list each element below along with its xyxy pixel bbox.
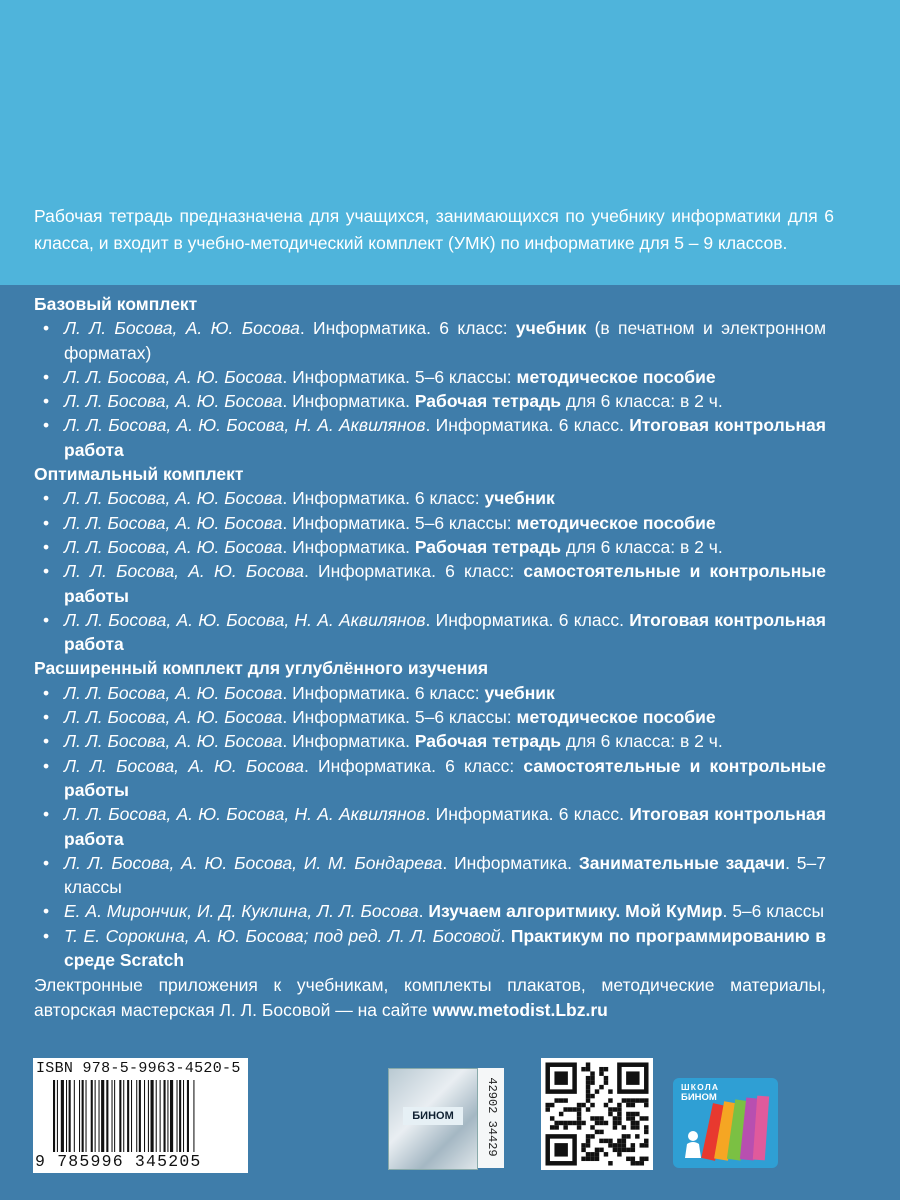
item-authors: Л. Л. Босова, А. Ю. Босова xyxy=(64,536,283,557)
list-item xyxy=(34,535,826,559)
barcode-digits: 9 785996 345205 xyxy=(35,1152,202,1171)
section-title: Оптимальный комплект xyxy=(34,464,244,485)
item-title: Изучаем алгоритмику. Мой КуМир xyxy=(428,901,723,922)
list-item xyxy=(34,413,826,462)
item-authors: Л. Л. Босова, А. Ю. Босова, Н. А. Аквилянов xyxy=(64,804,426,825)
item-authors: Л. Л. Босова, А. Ю. Босова xyxy=(64,755,304,776)
item-text: . xyxy=(500,925,511,946)
publisher-logo xyxy=(673,1078,778,1168)
serial-sticker xyxy=(478,1068,504,1168)
item-title: самостоятельные и контрольные работы xyxy=(64,755,826,800)
item-authors: Л. Л. Босова, А. Ю. Босова xyxy=(64,707,283,728)
item-title: методическое пособие xyxy=(516,707,716,728)
item-authors: Е. А. Мирончик, И. Д. Куклина, Л. Л. Босова xyxy=(64,901,419,922)
barcode-icon xyxy=(51,1080,239,1152)
list-item xyxy=(34,608,826,657)
list-item xyxy=(34,729,826,753)
item-after: (в печатном и электронном форматах) xyxy=(64,318,826,363)
item-title: Итоговая контрольная работа xyxy=(64,415,826,460)
item-text: . Информатика. 6 класс: xyxy=(299,318,516,339)
item-after: для 6 класса: в 2 ч. xyxy=(561,731,723,752)
item-text: . Информатика. xyxy=(442,852,579,873)
section-title: Расширенный комплект для углублённого изучения xyxy=(34,658,489,679)
list-item xyxy=(34,802,826,851)
list-item xyxy=(34,924,826,973)
item-title: учебник xyxy=(484,682,555,703)
serial-number: 42902 34429 xyxy=(485,1077,499,1157)
item-title: самостоятельные и контрольные работы xyxy=(64,561,826,606)
hologram-sticker xyxy=(388,1068,478,1170)
item-authors: Л. Л. Босова, А. Ю. Босова, Н. А. Аквилянов xyxy=(64,415,426,436)
website-link[interactable]: www.metodist.Lbz.ru xyxy=(432,999,608,1020)
item-text: . Информатика. 6 класс. xyxy=(425,804,630,825)
logo-line1: ШКОЛА xyxy=(681,1082,720,1092)
list-item xyxy=(34,754,826,803)
list-item xyxy=(34,559,826,608)
list-item xyxy=(34,511,826,535)
item-title: учебник xyxy=(484,488,555,509)
item-text: . Информатика. 6 класс. xyxy=(425,415,630,436)
item-title: Итоговая контрольная работа xyxy=(64,804,826,849)
isbn-number: ISBN 978-5-9963-4520-5 xyxy=(36,1060,241,1077)
item-text: . xyxy=(418,901,429,922)
item-text: . Информатика. 6 класс: xyxy=(303,561,524,582)
item-title: Рабочая тетрадь xyxy=(414,391,561,412)
item-title: методическое пособие xyxy=(516,512,716,533)
item-title: учебник xyxy=(515,318,587,339)
item-title: Практикум по программированию в среде Scratch xyxy=(64,925,826,971)
item-authors: Л. Л. Босова, А. Ю. Босова xyxy=(64,366,283,387)
list-item xyxy=(34,851,826,900)
hologram-label: БИНОМ xyxy=(403,1107,463,1125)
item-text: . Информатика. 5–6 классы: xyxy=(282,366,517,387)
kit-list xyxy=(34,292,826,1022)
qr-code-icon[interactable] xyxy=(541,1058,653,1170)
item-text: . Информатика. 5–6 классы: xyxy=(282,512,517,533)
item-after: . 5–6 классы xyxy=(722,901,825,922)
section-list xyxy=(34,681,826,973)
item-title: Занимательные задачи xyxy=(578,852,786,873)
item-after: . 5–7 классы xyxy=(64,852,826,898)
section-list xyxy=(34,316,826,462)
logo-line2: БИНОМ xyxy=(681,1092,717,1103)
item-title: Рабочая тетрадь xyxy=(414,536,561,557)
item-authors: Л. Л. Босова, А. Ю. Босова xyxy=(64,561,304,582)
item-text: . Информатика. xyxy=(282,391,415,412)
item-text: . Информатика. 5–6 классы: xyxy=(282,707,517,728)
item-authors: Л. Л. Босова, А. Ю. Босова xyxy=(64,318,300,339)
item-authors: Л. Л. Босова, А. Ю. Босова xyxy=(64,488,283,509)
item-title: методическое пособие xyxy=(516,366,716,387)
item-text: . Информатика. 6 класс: xyxy=(282,682,485,703)
list-item xyxy=(34,681,826,705)
list-item xyxy=(34,486,826,510)
section-title: Базовый комплект xyxy=(34,294,198,314)
item-title: Рабочая тетрадь xyxy=(414,731,561,752)
item-authors: Л. Л. Босова, А. Ю. Босова xyxy=(64,682,283,703)
item-text: . Информатика. xyxy=(282,536,415,557)
item-authors: Л. Л. Босова, А. Ю. Босова xyxy=(64,512,283,533)
item-authors: Т. Е. Сорокина, А. Ю. Босова; под ред. Л. Л. Босовой xyxy=(64,925,501,946)
item-text: . Информатика. 6 класс: xyxy=(303,755,524,776)
sections-container xyxy=(34,292,826,972)
list-item xyxy=(34,899,826,923)
list-item xyxy=(34,365,826,389)
item-authors: Л. Л. Босова, А. Ю. Босова xyxy=(64,391,283,412)
footer-text: Электронные приложения к учебникам, комплекты плакатов, методические материалы, авторская мастерская Л. Л. Босовой — на сайте xyxy=(34,975,826,1020)
item-after: для 6 класса: в 2 ч. xyxy=(561,536,723,557)
item-text: . Информатика. xyxy=(282,731,415,752)
item-after: для 6 класса: в 2 ч. xyxy=(561,391,723,412)
item-title: Итоговая контрольная работа xyxy=(64,609,826,655)
item-text: . Информатика. 6 класс: xyxy=(282,488,485,509)
section-list xyxy=(34,486,826,656)
item-text: . Информатика. 6 класс. xyxy=(425,609,630,630)
list-item xyxy=(34,389,826,413)
intro-paragraph: Рабочая тетрадь предназначена для учащихся, занимающихся по учебнику информатики для 6 класса, и входит в учебно-методический комплект (УМК) по информатике для 5 – 9 классов. xyxy=(34,206,834,253)
item-authors: Л. Л. Босова, А. Ю. Босова, Н. А. Аквилянов xyxy=(64,609,426,630)
footer-paragraph xyxy=(34,973,826,1022)
list-item xyxy=(34,316,826,365)
books-icon xyxy=(673,1078,778,1168)
list-item xyxy=(34,705,826,729)
isbn-barcode xyxy=(33,1058,248,1173)
item-authors: Л. Л. Босова, А. Ю. Босова, И. М. Бондарева xyxy=(64,852,443,873)
item-authors: Л. Л. Босова, А. Ю. Босова xyxy=(64,731,283,752)
